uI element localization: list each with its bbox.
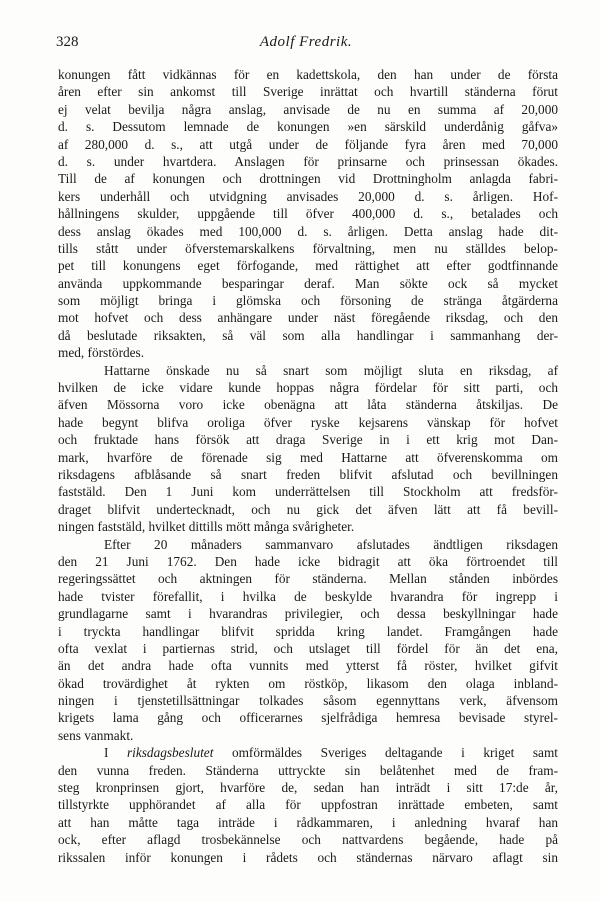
text-line: hade tvister förefallit, i hvilka de beskylde hvarandra för ingrepp i: [58, 588, 558, 604]
text-line: den vunna freden. Ständerna uttryckte sin belåtenhet med de fram-: [58, 762, 558, 778]
text-line: då beslutade riksakten, så väl som alla handlingar i sammanhang der-: [58, 327, 558, 343]
text-line: dess anslag ökades med 100,000 d. s. årligen. Detta anslag hade dit-: [58, 223, 558, 239]
text-line: ofta vexlat i partiernas strid, och utslaget till fördel för än det ena,: [58, 640, 558, 656]
text-line: ningen faststäld, hvilket dittills mött många svårigheter.: [58, 519, 355, 535]
text-line: faststäld. Den 1 Juni kom underrättelsen till Stockholm att fredsför-: [58, 484, 558, 500]
text-line: Hattarne önskade nu så snart som möjligt sluta en riksdag, af: [104, 362, 558, 378]
text-line: med, förstördes.: [58, 345, 145, 361]
text-line: pet till konungens eget förfogande, med rättighet att efter godtfinnande: [58, 258, 558, 274]
text-line: Efter 20 månaders sammanvaro afslutades ändtligen riksdagen: [104, 536, 558, 552]
text-line: rikssalen inför konungen i rådets och ständernas närvaro aflagt sin: [58, 849, 558, 865]
text-line: mot hofvet och dess anhängare under näst föregående riksdag, och den: [58, 310, 558, 326]
text-line: hade begynt blifva oroliga öfver ryske kejsarens vänskap för hofvet: [58, 414, 558, 430]
text-line: [58, 744, 558, 761]
text-line: konungen fått vidkännas för en kadettskola, den han under de första: [58, 67, 558, 82]
page-header: [52, 30, 560, 54]
text-line: som möjligt bringa i glömska och försoning de stränga åtgärderna: [58, 293, 558, 309]
text-fragment: I: [104, 745, 127, 761]
text-line: äfven Mössorna voro icke obenägna att låta ständerna åtskiljas. De: [58, 397, 558, 413]
text-line: att han måtte taga inträde i rådkammaren, i anledning hvaraf han: [58, 814, 558, 830]
text-line: draget blifvit undertecknadt, och nu gick det äfven lätt att få bevill-: [58, 501, 558, 517]
text-line: regeringssättet och aktningen för ständerna. Mellan stånden inbördes: [58, 571, 558, 587]
text-line: riksdagens afblåsande så snart freden blifvit afslutad och bevillningen: [58, 466, 558, 482]
italic-term: riksdagsbeslutet: [126, 745, 214, 761]
text-fragment: omförmäldes Sveriges deltagande i kriget samt: [213, 745, 558, 761]
text-line: ej velat bevilja några anslag, anvisade de nu en summa af 20,000: [58, 101, 558, 117]
text-line: ökad trovärdighet åt rykten om röstköp, likasom den olaga inbland-: [58, 675, 558, 691]
page-number: 328: [56, 34, 79, 50]
text-line: åren efter sin ankomst till Sverige inrättat och hvartill ständerna förut: [58, 84, 558, 100]
text-line: än det andra hade ofta vunnits med ytterst få röster, hvilket gifvit: [58, 658, 558, 674]
text-line: d. s. Dessutom lemnade de konungen »en särskild underdånig gåfva»: [58, 119, 558, 135]
text-line: mark, hvarföre de förenade sig med Hattarne att öfverenskomma om: [58, 449, 558, 465]
running-title: Adolf Fredrik.: [259, 34, 353, 50]
body-text: [58, 66, 558, 866]
text-line: sens vanmakt.: [58, 727, 134, 743]
text-line: använda uppkommande besparingar deraf. Man sökte ock så mycket: [58, 275, 558, 291]
text-line: hållningens skulder, uppgående till öfver 400,000 d. s., betalades och: [58, 206, 558, 222]
text-line: hvilken de icke vidare kunde hoppas några fördelar för sitt parti, och: [58, 380, 558, 396]
text-line: d. s. under hvartdera. Anslagen för prinsarne och prinsessan ökades.: [58, 153, 558, 169]
text-line: grundlagarne samt i hvarandras privilegier, och dessa beskyllningar hade: [58, 606, 558, 622]
text-line: Till de af konungen och drottningen vid Drottningholm anlagda fabri-: [58, 171, 558, 187]
text-line: ock, efter aflagd trosbekännelse och nattvardens begående, hade på: [58, 832, 558, 848]
text-line: steg kronprinsen gjort, hvarföre de, sedan han inträdt i sitt 17:de år,: [58, 780, 558, 796]
text-line: kers underhåll och utvidgning anvisades 20,000 d. s. årligen. Hof-: [58, 188, 558, 204]
text-line: tillstyrkte upphörandet af alla för uppfostran inrättade embeten, samt: [58, 797, 558, 813]
text-line: krigets lama gång och officerarnes sjelfrådiga hemresa bevisade styrel-: [58, 710, 558, 726]
text-line: tills stått under öfverstemarskalkens förvaltning, men nu ställdes belop-: [58, 240, 558, 256]
text-line: i tryckta handlingar blifvit spridda kring landet. Framgången hade: [58, 623, 558, 639]
text-line: och fruktade hans försök att draga Sverige in i ett krig mot Dan-: [58, 432, 558, 448]
text-line: den 21 Juni 1762. Den hade icke bidragit att öka förtroendet till: [58, 553, 558, 569]
text-line: af 280,000 d. s., att utgå under de följande fyra åren med 70,000: [58, 136, 558, 152]
text-line: ningen i tjenstetillsättningar tolkades såsom egennyttans verk, äfvensom: [58, 693, 558, 709]
